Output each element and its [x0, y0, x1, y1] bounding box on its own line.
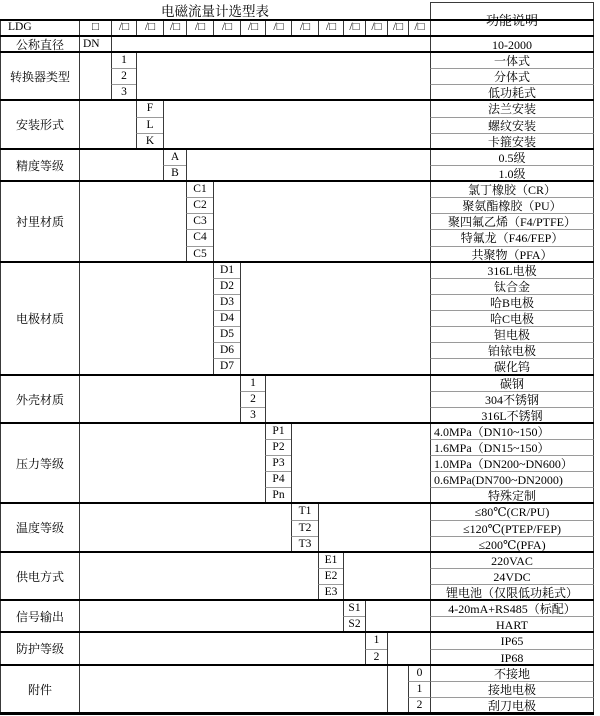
- function-description-cell: 316L电极: [430, 262, 594, 278]
- function-description-cell: 4-20mA+RS485（标配）: [430, 600, 594, 616]
- option-code-cell: 1: [240, 375, 265, 391]
- function-description-cell: 接地电极: [430, 681, 594, 697]
- function-description-cell: 法兰安装: [430, 100, 594, 117]
- option-code-cell: A: [163, 149, 186, 165]
- function-description-cell: ≤200℃(PFA): [430, 536, 594, 552]
- option-placeholder-box: /□: [265, 19, 291, 36]
- option-code-cell: 3: [111, 84, 136, 100]
- group-separator: [0, 374, 594, 376]
- option-code-cell: C5: [186, 246, 213, 262]
- option-code-cell: C2: [186, 197, 213, 213]
- option-placeholder-box: /□: [136, 19, 163, 36]
- option-code-cell: C4: [186, 229, 213, 246]
- function-description-cell: 1.0级: [430, 165, 594, 181]
- function-description-cell: 铂铱电极: [430, 342, 594, 358]
- function-description-cell: 低功耗式: [430, 84, 594, 100]
- option-placeholder-box: /□: [318, 19, 343, 36]
- group-label: 外壳材质: [0, 375, 79, 423]
- group-label: 转换器类型: [0, 52, 79, 100]
- spacer-cell: [79, 52, 111, 100]
- spacer-cell: [79, 375, 240, 423]
- spacer-cell: [387, 665, 408, 713]
- group-label: 温度等级: [0, 503, 79, 552]
- option-code-cell: E2: [318, 568, 343, 584]
- spacer-cell: [79, 100, 136, 149]
- function-description-cell: HART: [430, 616, 594, 632]
- option-code-cell: K: [136, 133, 163, 149]
- option-code-cell: T3: [291, 536, 318, 552]
- option-code-cell: E3: [318, 584, 343, 600]
- group-separator: [0, 631, 594, 633]
- option-placeholder-box: /□: [365, 19, 387, 36]
- option-code-cell: 2: [365, 649, 387, 665]
- function-description-cell: 0.6MPa(DN700~DN2000): [430, 471, 594, 487]
- group-label: 安装形式: [0, 100, 79, 149]
- function-description-cell: 哈C电极: [430, 310, 594, 326]
- group-separator: [0, 51, 594, 53]
- function-description-cell: 钛合金: [430, 278, 594, 294]
- option-code-cell: D2: [213, 278, 240, 294]
- function-description-cell: 220VAC: [430, 552, 594, 568]
- function-description-cell: 一体式: [430, 52, 594, 68]
- spacer-cell: [79, 149, 163, 181]
- spacer-cell: [79, 423, 265, 503]
- function-description-cell: 1.6MPa（DN15~150）: [430, 439, 594, 455]
- group-separator: [0, 148, 594, 150]
- spacer-cell: [79, 181, 186, 262]
- option-code-cell: D1: [213, 262, 240, 278]
- option-code-cell: P4: [265, 471, 291, 487]
- dn-code-cell: DN: [79, 36, 111, 52]
- option-code-cell: 0: [408, 665, 430, 681]
- function-description-cell: 聚氨酯橡胶（PU）: [430, 197, 594, 213]
- function-description-cell: IP68: [430, 649, 594, 665]
- spacer-cell: [318, 503, 430, 552]
- option-code-cell: 2: [111, 68, 136, 84]
- function-description-cell: 特氟龙（F46/FEP）: [430, 229, 594, 246]
- spacer-cell: [79, 632, 365, 665]
- function-description-cell: 24VDC: [430, 568, 594, 584]
- function-description-cell: 聚四氟乙烯（F4/PTFE）: [430, 213, 594, 229]
- option-code-cell: F: [136, 100, 163, 117]
- option-code-cell: C3: [186, 213, 213, 229]
- function-description-cell: 4.0MPa（DN10~150）: [430, 423, 594, 439]
- option-code-cell: B: [163, 165, 186, 181]
- dn-label: 公称直径: [0, 36, 79, 52]
- option-code-cell: T2: [291, 520, 318, 536]
- function-description-cell: ≤80℃(CR/PU): [430, 503, 594, 520]
- group-separator: [0, 551, 594, 553]
- group-separator: [0, 99, 594, 101]
- option-code-cell: 2: [408, 697, 430, 713]
- spacer-cell: [163, 100, 430, 149]
- function-description-cell: 304不锈钢: [430, 391, 594, 407]
- function-description-cell: ≤120℃(PTEP/FEP): [430, 520, 594, 536]
- function-description-cell: 碳钢: [430, 375, 594, 391]
- option-placeholder-box: /□: [213, 19, 240, 36]
- group-separator: [0, 35, 594, 37]
- group-separator: [0, 502, 594, 504]
- option-placeholder-box: /□: [186, 19, 213, 36]
- option-code-cell: D6: [213, 342, 240, 358]
- option-code-cell: C1: [186, 181, 213, 197]
- model-code-cell: LDG: [0, 19, 79, 36]
- group-separator: [0, 180, 594, 182]
- function-description-cell: 316L不锈钢: [430, 407, 594, 423]
- spacer-cell: [291, 423, 430, 503]
- group-label: 附件: [0, 665, 79, 713]
- option-code-cell: S1: [343, 600, 365, 616]
- option-code-cell: E1: [318, 552, 343, 568]
- group-label: 精度等级: [0, 149, 79, 181]
- option-code-cell: 1: [365, 632, 387, 649]
- option-placeholder-box: /□: [387, 19, 408, 36]
- option-code-cell: D7: [213, 358, 240, 375]
- function-description-cell: 0.5级: [430, 149, 594, 165]
- function-description-cell: 1.0MPa（DN200~DN600）: [430, 455, 594, 471]
- option-placeholder-box: /□: [408, 19, 430, 36]
- option-placeholder-box: /□: [343, 19, 365, 36]
- function-description-cell: 哈B电极: [430, 294, 594, 310]
- spacer-cell: [365, 600, 430, 632]
- option-code-cell: P3: [265, 455, 291, 471]
- option-code-cell: D5: [213, 326, 240, 342]
- spacer-cell: [186, 149, 430, 181]
- function-description-cell: 碳化钨: [430, 358, 594, 375]
- function-description-cell: 刮刀电极: [430, 697, 594, 713]
- option-code-cell: 3: [240, 407, 265, 423]
- option-placeholder-box: /□: [111, 19, 136, 36]
- group-separator: [0, 599, 594, 601]
- option-code-cell: T1: [291, 503, 318, 520]
- option-code-cell: L: [136, 117, 163, 133]
- group-label: 衬里材质: [0, 181, 79, 262]
- group-label: 电极材质: [0, 262, 79, 375]
- option-code-cell: D3: [213, 294, 240, 310]
- spacer-cell: [343, 552, 430, 600]
- option-placeholder-box: /□: [240, 19, 265, 36]
- function-description-cell: 氯丁橡胶（CR）: [430, 181, 594, 197]
- option-placeholder-box: /□: [163, 19, 186, 36]
- dn-placeholder-box: □: [79, 19, 111, 36]
- group-label: 防护等级: [0, 632, 79, 665]
- option-code-cell: P2: [265, 439, 291, 455]
- option-code-cell: D4: [213, 310, 240, 326]
- option-code-cell: 1: [408, 681, 430, 697]
- spacer-cell: [111, 36, 430, 52]
- function-description-cell: 共聚物（PFA）: [430, 246, 594, 262]
- function-description-cell: 特殊定制: [430, 487, 594, 503]
- group-label: 压力等级: [0, 423, 79, 503]
- group-label: 信号输出: [0, 600, 79, 632]
- function-description-cell: 不接地: [430, 665, 594, 681]
- spacer-cell: [240, 262, 430, 375]
- group-label: 供电方式: [0, 552, 79, 600]
- group-separator: [0, 422, 594, 424]
- option-code-cell: P1: [265, 423, 291, 439]
- spacer-cell: [79, 552, 318, 600]
- spacer-cell: [79, 665, 387, 713]
- spacer-cell: [79, 262, 213, 375]
- function-description-cell: 卡箍安装: [430, 133, 594, 149]
- group-separator: [0, 712, 594, 715]
- spacer-cell: [79, 503, 291, 552]
- option-placeholder-box: /□: [291, 19, 318, 36]
- group-separator: [0, 664, 594, 666]
- spacer-cell: [79, 600, 343, 632]
- spacer-cell: [213, 181, 430, 262]
- group-separator: [0, 261, 594, 263]
- table-title: 电磁流量计选型表: [0, 0, 430, 19]
- option-code-cell: 1: [111, 52, 136, 68]
- spacer-cell: [265, 375, 430, 423]
- spacer-cell: [136, 52, 430, 100]
- option-code-cell: Pn: [265, 487, 291, 503]
- function-description-cell: IP65: [430, 632, 594, 649]
- dn-description-cell: 10-2000: [430, 36, 594, 52]
- function-description-cell: 分体式: [430, 68, 594, 84]
- option-code-cell: 2: [240, 391, 265, 407]
- function-description-cell: 锂电池（仅限低功耗式）: [430, 584, 594, 600]
- function-description-cell: 钽电极: [430, 326, 594, 342]
- option-code-cell: S2: [343, 616, 365, 632]
- group-separator: [0, 19, 594, 21]
- spacer-cell: [387, 632, 430, 665]
- function-description-cell: 螺纹安装: [430, 117, 594, 133]
